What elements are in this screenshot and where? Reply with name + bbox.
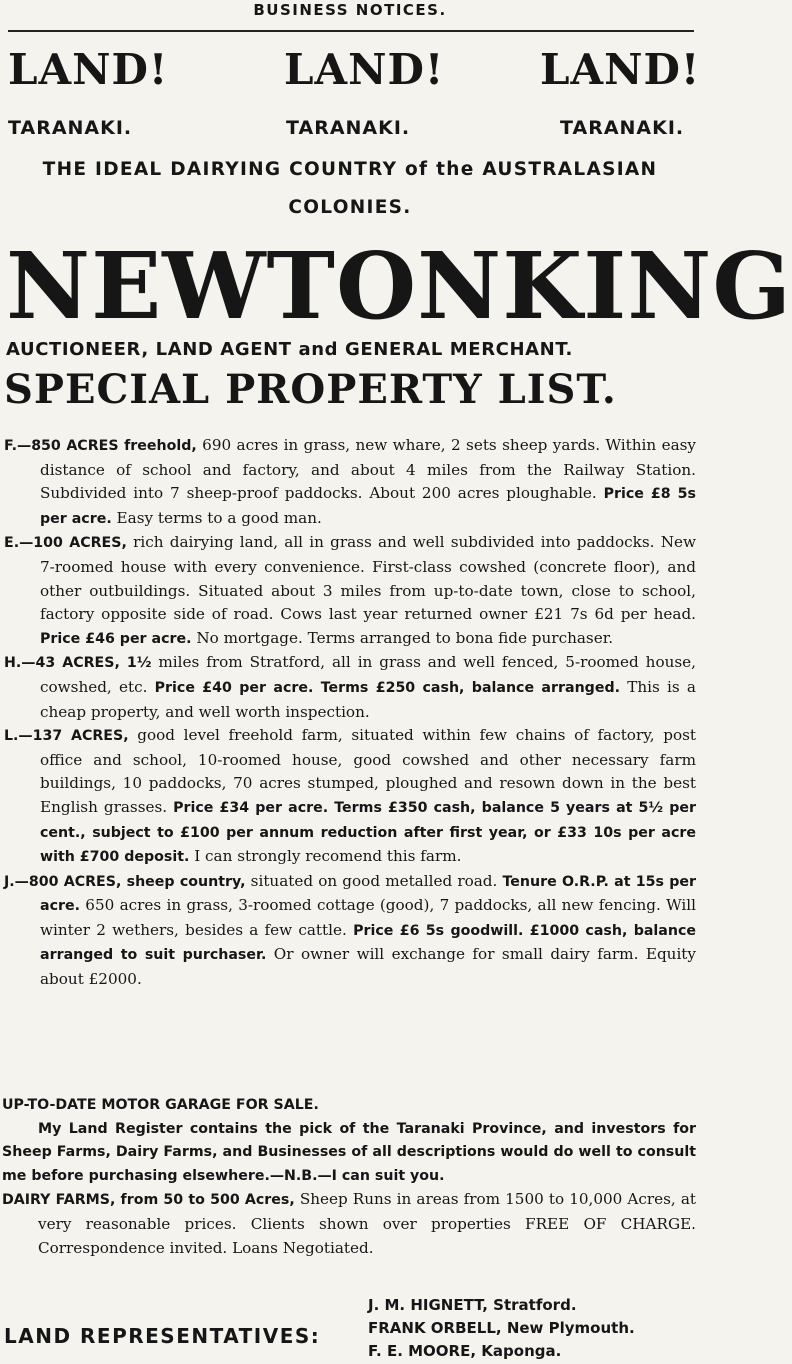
listing-lead: 137 ACRES,	[32, 728, 129, 745]
land-word-center: LAND!	[284, 45, 445, 94]
tagline-line-2: COLONIES.	[288, 197, 412, 218]
listing-code: H.—	[4, 655, 36, 672]
listing-code: F.—	[4, 438, 32, 454]
dairy-farms-notice	[2, 1188, 696, 1260]
land-register-notice: My Land Register contains the pick of the Taranaki Province, and investors for Sheep Farms, Dairy Farms, and Businesses of all descriptions would do well to consult me before purchasing elsewhere.—N.B.—I can suit you.	[2, 1120, 696, 1184]
occupation-line: AUCTIONEER, LAND AGENT and GENERAL MERCHANT.	[6, 339, 573, 360]
representative-name: J. M. HIGNETT, Stratford.	[368, 1296, 577, 1314]
listing-price: Price £8 5s per acre.	[40, 486, 696, 527]
land-representatives	[4, 1294, 696, 1362]
listing-lead: 100 ACRES,	[33, 535, 127, 552]
notices-footer	[2, 1094, 696, 1260]
listing-tail: I can strongly recomend this farm.	[189, 847, 462, 866]
listing-code: L.—	[4, 728, 33, 745]
listing-lead: 43 ACRES, 1½	[35, 655, 152, 672]
listing-code: E.—	[4, 535, 34, 552]
merchant-name-last: KING	[502, 232, 792, 340]
listing-body: miles from Stratford, all in grass and well fenced, 5-roomed house, cowshed, etc.	[40, 653, 696, 696]
listing-l	[4, 724, 696, 870]
dairy-farms-body: Sheep Runs in areas from 1500 to 10,000 Acres, at very reasonable prices. Clients shown over properties FREE OF CHARGE. Correspondence invited. Loans Negotiated.	[38, 1190, 696, 1257]
listing-tail: No mortgage. Terms arranged to bona fide purchaser.	[191, 628, 614, 647]
listing-tail-2: Or owner will exchange for small dairy farm. Equity about £2000.	[40, 945, 696, 989]
listing-tail: 650 acres in grass, 3-roomed cottage (good), 7 paddocks, all new fencing. Will winter 2 wethers, besides a few cattle.	[40, 896, 696, 939]
listing-body: 690 acres in grass, new whare, 2 sets sheep yards. Within easy distance of school and factory, and about 4 miles from the Railway Station. Subdivided into 7 sheep-proof paddocks. About 200 acres ploughable.	[40, 436, 697, 503]
region-left: TARANAKI.	[8, 117, 133, 139]
representatives-label: LAND REPRESENTATIVES:	[4, 1324, 321, 1348]
dairy-farms-lead: DAIRY FARMS, from 50 to 500 Acres,	[2, 1192, 295, 1209]
land-word-left: LAND!	[8, 45, 169, 94]
region-center: TARANAKI.	[286, 117, 411, 139]
merchant-name	[6, 232, 792, 340]
region-right: TARANAKI.	[560, 117, 685, 139]
representatives-list	[368, 1294, 635, 1363]
listing-body: situated on good metalled road.	[245, 871, 503, 890]
listing-h	[4, 651, 696, 724]
listing-price-2: Price £6 5s goodwill. £1000 cash, balance arranged to suit purchaser.	[40, 922, 696, 964]
listing-body: good level freehold farm, situated within few chains of factory, post office and school, 10-roomed house, good cowshed and other necessary farm buildings, 10 paddocks, 70 acres stumped, ploughed and resown down in the best English grasses.	[40, 726, 697, 816]
list-title: SPECIAL PROPERTY LIST.	[4, 366, 617, 413]
listing-price: Price £40 per acre. Terms £250 cash, balance arranged.	[154, 679, 621, 696]
listing-body: rich dairying land, all in grass and well subdivided into paddocks. New 7-roomed house with every convenience. First-class cowshed (concrete floor), and other outbuildings. Situated about 3 miles from up-to-date town, close to school, factory opposite side of road. Cows last year returned owner £21 7s 6d per head.	[40, 533, 697, 624]
listing-code: J.—	[4, 873, 29, 890]
listing-j	[4, 870, 696, 992]
listing-e	[4, 531, 696, 651]
property-listings	[4, 434, 696, 992]
listing-price: Price £46 per acre.	[40, 630, 192, 647]
listing-tail: Easy terms to a good man.	[111, 508, 322, 527]
listing-lead: 800 ACRES, sheep country,	[28, 873, 246, 890]
representative-name: FRANK ORBELL, New Plymouth.	[368, 1319, 635, 1337]
merchant-name-first: NEWTON	[6, 232, 503, 340]
listing-price: Tenure O.R.P. at 15s per acre.	[40, 873, 696, 915]
listing-lead: 850 ACRES freehold,	[31, 438, 197, 454]
land-word-right: LAND!	[540, 45, 701, 94]
representative-name: F. E. MOORE, Kaponga.	[368, 1342, 562, 1360]
section-header: BUSINESS NOTICES.	[253, 1, 447, 19]
land-headline-row	[0, 46, 700, 96]
tagline-line-1: THE IDEAL DAIRYING COUNTRY of the AUSTRALASIAN	[42, 159, 658, 180]
listing-price: Price £34 per acre. Terms £350 cash, balance 5 years at 5½ per cent., subject to £100 per annum reduction after first year, or £33 10s per acre with £700 deposit.	[40, 799, 696, 866]
listing-tail: This is a cheap property, and well worth inspection.	[40, 677, 696, 721]
motor-garage-notice: UP-TO-DATE MOTOR GARAGE FOR SALE.	[2, 1097, 319, 1113]
header-rule	[8, 30, 694, 32]
listing-f	[4, 434, 696, 531]
